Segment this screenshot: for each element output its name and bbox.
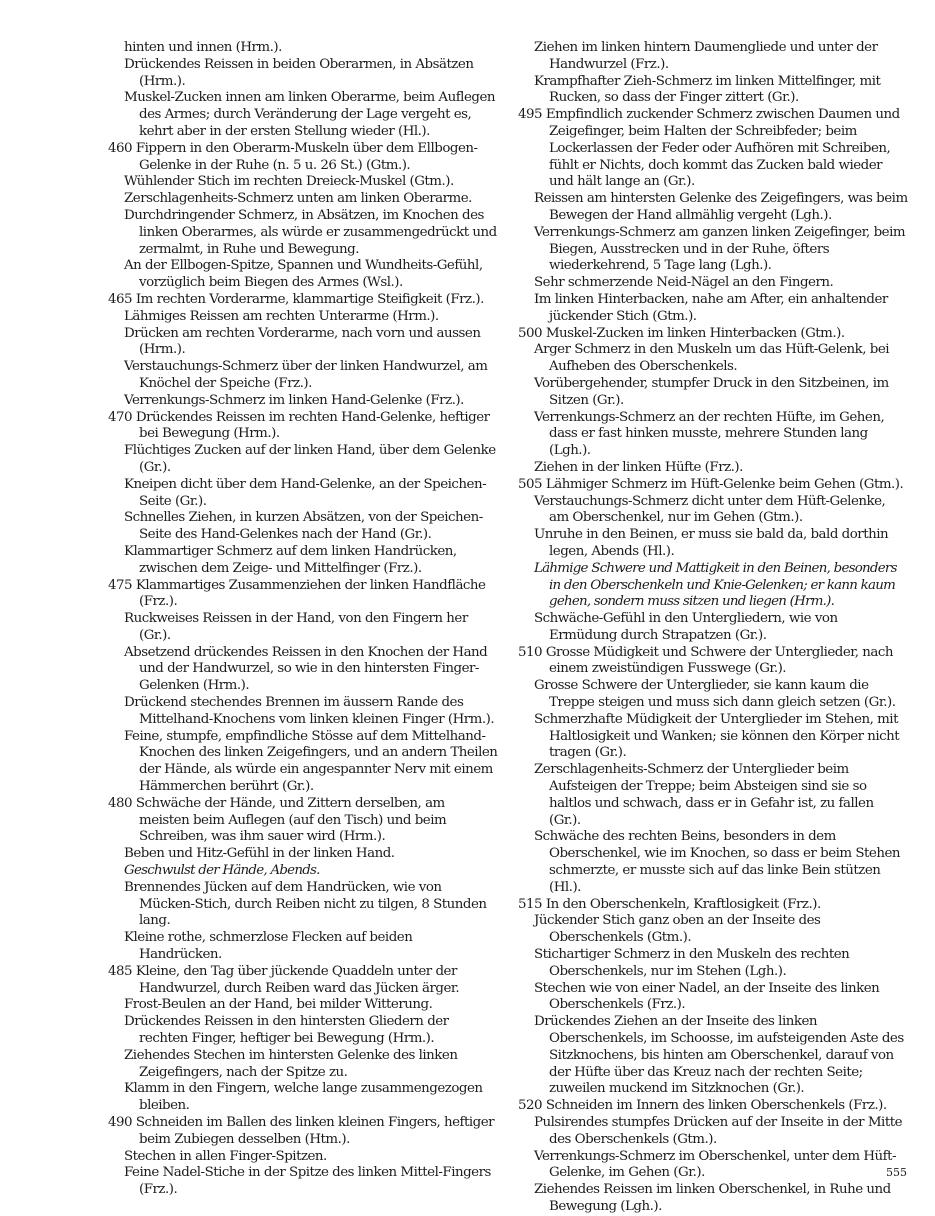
entry-text: Vorübergehender, stumpfer Druck in den Sitzbeinen, im Sitzen (Gr.).	[534, 375, 889, 408]
symptom-entry	[518, 460, 908, 477]
entry-text: Im rechten Vorderarme, klammartige Steifigkeit (Frz.).	[135, 291, 484, 307]
entry-text: Kleine, den Tag über jückende Quaddeln unter der Handwurzel, durch Reiben ward das Jücken ärger.	[135, 963, 460, 996]
symptom-entry	[108, 997, 498, 1014]
entry-number: 510	[518, 644, 543, 660]
entry-text: Schwäche des rechten Beins, besonders in dem Oberschenkel, wie im Knochen, so dass er beim Stehen schmerzte, er musste sich auf das linke Bein stützen (Hl.).	[534, 829, 901, 895]
entry-text: Schneiden im Ballen des linken kleinen Fingers, heftiger beim Zubiegen desselben (Htm.).	[135, 1115, 495, 1147]
entry-text: Ruckweises Reissen in der Hand, von den Fingern her (Gr.).	[124, 611, 468, 643]
entry-text: Wühlender Stich im rechten Dreieck-Muskel (Gtm.).	[124, 174, 454, 190]
entry-text: Jückender Stich ganz oben an der Inseite des Oberschenkels (Gtm.).	[534, 913, 821, 946]
entry-text: Flüchtiges Zucken auf der linken Hand, über dem Gelenke (Gr.).	[124, 443, 496, 475]
symptom-entry	[108, 191, 498, 208]
symptom-entry	[108, 544, 498, 578]
entry-text: Stichartiger Schmerz in den Muskeln des rechten Oberschenkels, nur im Stehen (Lgh.).	[534, 947, 850, 979]
entry-text: Lähmiger Schmerz im Hüft-Gelenke beim Gehen (Gtm.).	[545, 476, 904, 492]
symptom-entry	[518, 829, 908, 896]
symptom-entry	[518, 494, 908, 528]
symptom-entry	[108, 695, 498, 729]
entry-text: Verstauchungs-Schmerz dicht unter dem Hüft-Gelenke, am Oberschenkel, nur im Gehen (Gtm.).	[534, 493, 886, 526]
entry-number: 515	[518, 896, 543, 912]
entry-text: Verstauchungs-Schmerz über der linken Handwurzel, am Knöchel der Speiche (Frz.).	[124, 359, 488, 391]
left-column	[108, 40, 498, 1199]
symptom-entry	[518, 376, 908, 410]
entry-text: Kneipen dicht über dem Hand-Gelenke, an der Speichen-Seite (Gr.).	[124, 476, 487, 509]
symptom-entry	[108, 796, 498, 846]
entry-text: Drückendes Ziehen an der Inseite des linken Oberschenkels, im Schoosse, im aufsteigenden Aste des Sitzknochens, bis hinten am Oberschenkel, darauf von der Hüfte über das Kreuz nach der rechten Seite; zuweilen muckend im Sitzknochen (Gr.).	[534, 1014, 904, 1097]
symptom-entry	[108, 208, 498, 258]
symptom-entry	[108, 90, 498, 140]
symptom-entry	[518, 611, 908, 645]
symptom-entry	[518, 645, 908, 679]
symptom-entry	[108, 964, 498, 998]
symptom-entry	[518, 477, 908, 494]
symptom-entry	[108, 393, 498, 410]
entry-text: Kleine rothe, schmerzlose Flecken auf beiden Handrücken.	[124, 930, 413, 963]
entry-text: Ziehendes Reissen im linken Oberschenkel, in Ruhe und Bewegung (Lgh.).	[534, 1182, 891, 1214]
entry-text: Muskel-Zucken im linken Hinterbacken (Gtm.).	[545, 325, 845, 341]
entry-text: Drückendes Reissen in den hintersten Gliedern der rechten Finger, heftiger bei Bewegung (Hrm.).	[124, 1014, 449, 1047]
symptom-entry	[108, 578, 498, 612]
entry-text: Klamm in den Fingern, welche lange zusammengezogen bleiben.	[124, 1081, 483, 1114]
entry-text: Schwäche der Hände, und Zittern derselben, am meisten beim Auflegen (auf den Tisch) und beim Schreiben, was ihm sauer wird (Hrm.).	[135, 795, 447, 845]
entry-text: Brennendes Jücken auf dem Handrücken, wie von Mücken-Stich, durch Reiben nicht zu tilgen, 8 Stunden lang.	[124, 879, 487, 929]
symptom-entry	[518, 292, 908, 326]
symptom-entry	[518, 913, 908, 947]
symptom-entry	[108, 1115, 498, 1149]
symptom-entry	[518, 1098, 908, 1115]
symptom-entry	[108, 930, 498, 964]
symptom-entry	[518, 981, 908, 1015]
entry-text: Klammartiges Zusammenziehen der linken Handfläche (Frz.).	[135, 577, 486, 610]
entry-text: An der Ellbogen-Spitze, Spannen und Wundheits-Gefühl, vorzüglich beim Biegen des Armes (Wsl.).	[124, 258, 483, 291]
symptom-entry	[518, 1182, 908, 1216]
symptom-entry	[518, 74, 908, 108]
symptom-entry	[108, 410, 498, 444]
symptom-entry	[108, 880, 498, 930]
entry-number: 465	[108, 291, 133, 307]
symptom-entry	[518, 947, 908, 981]
entry-text: Krampfhafter Zieh-Schmerz im linken Mittelfinger, mit Rucken, so dass der Finger zittert (Gr.).	[534, 73, 881, 106]
symptom-entry	[108, 1081, 498, 1115]
symptom-entry	[108, 57, 498, 91]
entry-text: Unruhe in den Beinen, er muss sie bald da, bald dorthin legen, Abends (Hl.).	[534, 527, 889, 559]
entry-number: 480	[108, 795, 133, 811]
entry-text: Schwäche-Gefühl in den Untergliedern, wie von Ermüdung durch Strapatzen (Gr.).	[534, 611, 838, 643]
entry-number: 505	[518, 476, 543, 492]
symptom-entry	[518, 1014, 908, 1098]
entry-text: Lähmige Schwere und Mattigkeit in den Beinen, besonders in den Oberschenkeln und Knie-Gelenken; er kann kaum gehen, sondern muss sitzen und liegen (Hrm.).	[534, 560, 897, 610]
entry-number: 460	[108, 140, 133, 156]
entry-number: 500	[518, 325, 543, 341]
symptom-entry	[108, 510, 498, 544]
symptom-entry	[108, 1149, 498, 1166]
entry-text: Feine Nadel-Stiche in der Spitze des linken Mittel-Fingers (Frz.).	[124, 1165, 491, 1198]
entry-text: Stechen in allen Finger-Spitzen.	[124, 1148, 327, 1164]
symptom-entry	[108, 645, 498, 695]
entry-number: 470	[108, 409, 133, 425]
symptom-entry	[108, 846, 498, 863]
symptom-entry	[108, 326, 498, 360]
entry-number: 475	[108, 577, 133, 593]
symptom-entry	[108, 729, 498, 796]
entry-text: Empfindlich zuckender Schmerz zwischen Daumen und Zeigefinger, beim Halten der Schreibfeder; beim Lockerlassen der Feder oder Aufhören mit Schreiben, fühlt er Nichts, doch kommt das Zucken bald wieder und hält lange an (Gr.).	[545, 107, 900, 190]
entry-text: In den Oberschenkeln, Kraftlosigkeit (Frz.).	[545, 896, 821, 912]
entry-text: hinten und innen (Hrm.).	[124, 40, 282, 55]
symptom-entry	[108, 863, 498, 880]
entry-number: 520	[518, 1098, 543, 1114]
symptom-entry	[108, 611, 498, 645]
entry-number: 485	[108, 963, 133, 979]
symptom-entry	[108, 141, 498, 175]
entry-text: Feine, stumpfe, empfindliche Stösse auf dem Mittelhand-Knochen des linken Zeigefingers, und an andern Theilen der Hände, als würde ein angespannter Nerv mit einem Hämmerchen berührt (Gr.).	[124, 728, 498, 795]
entry-text: Drückendes Reissen im rechten Hand-Gelenke, heftiger bei Bewegung (Hrm.).	[135, 409, 490, 442]
entry-text: Drückend stechendes Brennen im äussern Rande des Mittelhand-Knochens vom linken kleinen Finger (Hrm.).	[124, 695, 495, 727]
symptom-entry	[108, 477, 498, 511]
symptom-entry	[108, 1165, 498, 1199]
entry-text: Drücken am rechten Vorderarme, nach vorn und aussen (Hrm.).	[124, 325, 481, 358]
entry-text: Im linken Hinterbacken, nahe am After, ein anhaltender jückender Stich (Gtm.).	[534, 291, 888, 324]
entry-text: Schmerzhafte Müdigkeit der Unterglieder im Stehen, mit Haltlosigkeit und Wanken; sie können den Körper nicht tragen (Gr.).	[534, 711, 900, 761]
entry-text: Grosse Schwere der Unterglieder, sie kann kaum die Treppe steigen und muss sich dann gleich setzen (Gr.).	[534, 678, 896, 711]
entry-text: Stechen wie von einer Nadel, an der Inseite des linken Oberschenkels (Frz.).	[534, 980, 880, 1013]
symptom-entry	[518, 225, 908, 275]
entry-text: Beben und Hitz-Gefühl in der linken Hand.	[124, 846, 395, 862]
symptom-entry	[108, 292, 498, 309]
symptom-entry	[518, 410, 908, 460]
symptom-entry	[108, 309, 498, 326]
entry-text: Verrenkungs-Schmerz am ganzen linken Zeigefinger, beim Biegen, Ausstrecken und in der Ruhe, öfters wiederkehrend, 5 Tage lang (Lgh.).	[534, 224, 906, 274]
entry-text: Ziehen in der linken Hüfte (Frz.).	[534, 459, 743, 475]
right-column	[518, 40, 908, 1216]
symptom-entry	[108, 443, 498, 477]
entry-text: Klammartiger Schmerz auf dem linken Handrücken, zwischen dem Zeige- und Mittelfinger (Frz.).	[124, 543, 457, 576]
entry-text: Absetzend drückendes Reissen in den Knochen der Hand und der Handwurzel, so wie in den hintersten Finger-Gelenken (Hrm.).	[124, 644, 488, 694]
symptom-entry	[108, 1014, 498, 1048]
symptom-entry	[518, 527, 908, 561]
symptom-entry	[518, 897, 908, 914]
symptom-entry	[108, 258, 498, 292]
entry-text: Pulsirendes stumpfes Drücken auf der Inseite in der Mitte des Oberschenkels (Gtm.).	[534, 1115, 903, 1147]
symptom-entry	[108, 1048, 498, 1082]
entry-text: Grosse Müdigkeit und Schwere der Unterglieder, nach einem zweistündigen Fusswege (Gr.).	[545, 644, 893, 677]
entry-text: Muskel-Zucken innen am linken Oberarme, beim Auflegen des Armes; durch Veränderung der Lage vergeht es, kehrt aber in der ersten Stellung wieder (Hl.).	[124, 90, 495, 139]
entry-number: 490	[108, 1115, 133, 1130]
entry-text: Drückendes Reissen in beiden Oberarmen, in Absätzen (Hrm.).	[124, 56, 474, 89]
entry-text: Verrenkungs-Schmerz an der rechten Hüfte, im Gehen, dass er fast hinken musste, mehrere Stunden lang (Lgh.).	[534, 409, 885, 459]
symptom-entry	[518, 561, 908, 611]
entry-text: Durchdringender Schmerz, in Absätzen, im Knochen des linken Oberarmes, als würde er zusammengedrückt und zermalmt, in Ruhe und Bewegung.	[124, 207, 497, 257]
symptom-entry	[518, 762, 908, 829]
symptom-entry	[108, 359, 498, 393]
entry-text: Frost-Beulen an der Hand, bei milder Witterung.	[124, 997, 433, 1013]
entry-text: Lähmiges Reissen am rechten Unterarme (Hrm.).	[124, 308, 439, 324]
symptom-entry	[518, 191, 908, 225]
entry-text: Fippern in den Oberarm-Muskeln über dem Ellbogen-Gelenke in der Ruhe (n. 5 u. 26 St.) (Gtm.).	[135, 140, 478, 173]
symptom-entry	[108, 40, 498, 57]
entry-text: Schnelles Ziehen, in kurzen Absätzen, von der Speichen-Seite des Hand-Gelenkes nach der Hand (Gr.).	[124, 510, 483, 543]
symptom-entry	[518, 107, 908, 191]
entry-text: Ziehendes Stechen im hintersten Gelenke des linken Zeigefingers, nach der Spitze zu.	[124, 1047, 458, 1080]
entry-number: 495	[518, 107, 543, 123]
entry-text: Ziehen im linken hintern Daumengliede und unter der Handwurzel (Frz.).	[534, 40, 878, 72]
symptom-entry	[518, 678, 908, 712]
entry-text: Geschwulst der Hände, Abends.	[124, 863, 320, 879]
page-number: 555	[886, 1166, 907, 1179]
entry-text: Zerschlagenheits-Schmerz unten am linken Oberarme.	[124, 191, 472, 207]
entry-text: Zerschlagenheits-Schmerz der Unterglieder beim Aufsteigen der Treppe; beim Absteigen sind sie so haltlos und schwach, dass er in Gefahr ist, zu fallen (Gr.).	[534, 762, 874, 828]
entry-text: Reissen am hintersten Gelenke des Zeigefingers, was beim Bewegen der Hand allmählig vergeht (Lgh.).	[534, 191, 908, 223]
symptom-entry	[518, 326, 908, 343]
symptom-entry	[518, 1149, 908, 1183]
symptom-entry	[518, 1115, 908, 1149]
symptom-entry	[518, 40, 908, 74]
symptom-entry	[108, 174, 498, 191]
symptom-entry	[518, 712, 908, 762]
entry-text: Arger Schmerz in den Muskeln um das Hüft-Gelenk, bei Aufheben des Oberschenkels.	[534, 342, 890, 375]
entry-text: Verrenkungs-Schmerz im linken Hand-Gelenke (Frz.).	[124, 392, 464, 408]
symptom-entry	[518, 342, 908, 376]
entry-text: Verrenkungs-Schmerz im Oberschenkel, unter dem Hüft-Gelenke, im Gehen (Gr.).	[534, 1148, 896, 1181]
entry-text: Schneiden im Innern des linken Oberschenkels (Frz.).	[545, 1098, 887, 1114]
symptom-entry	[518, 275, 908, 292]
entry-text: Sehr schmerzende Neid-Nägel an den Fingern.	[534, 275, 834, 291]
